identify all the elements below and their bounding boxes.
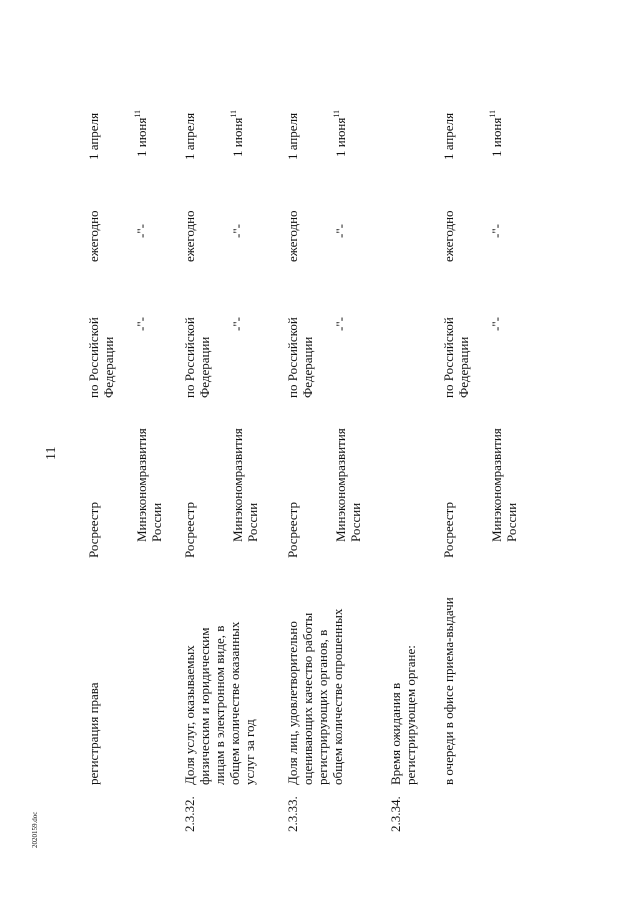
row-2-3-32-level-2: -"- (230, 317, 245, 331)
row-2-3-32-responsible-1: Росреестр (182, 502, 197, 558)
row-2-3-32-frequency-1: ежегодно (182, 210, 197, 262)
row-2-3-32-deadline-2: 1 июня$^{11}$ (229, 109, 245, 157)
row-2-3-32-name-5: услуг за год (242, 719, 257, 785)
row-2-3-33-level-2: -"- (333, 317, 348, 331)
continued-row-deadline-2: 1 июня$^{11}$ (133, 109, 149, 157)
row-2-3-33-name-1: Доля лиц, удовлетворительно (285, 621, 300, 785)
row-2-3-33-name-3: регистрирующих органов, в (315, 629, 330, 785)
row-2-3-34-name-1: Время ожидания в (388, 682, 403, 785)
row-2-3-32-name-4: общем количестве оказанных (227, 621, 242, 785)
footnote-ref: 11 (488, 109, 497, 118)
continued-row-responsible-1: Росреестр (86, 502, 101, 558)
row-2-3-33-frequency-1: ежегодно (285, 210, 300, 262)
row-2-3-34-responsible-1: Росреестр (441, 502, 456, 558)
row-2-3-34-number: 2.3.34. (388, 796, 403, 832)
row-2-3-34-frequency-1: ежегодно (441, 210, 456, 262)
row-2-3-32-number: 2.3.32. (182, 796, 197, 832)
row-2-3-33-name-2: оценивающих качество работы (300, 612, 315, 785)
row-2-3-34-sub-name: в очереди в офисе приема-выдачи (441, 597, 456, 785)
row-2-3-32-level-1: по Российской Федерации (182, 317, 212, 398)
row-2-3-32-name-1: Доля услуг, оказываемых (182, 645, 197, 785)
row-2-3-33-responsible-1: Росреестр (285, 502, 300, 558)
row-2-3-32-deadline-1: 1 апреля (182, 112, 197, 160)
row-2-3-32-name-2: физическим и юридическим (197, 627, 212, 785)
row-2-3-33-deadline-1: 1 апреля (285, 112, 300, 160)
footnote-ref: 11 (133, 109, 142, 118)
footer-filename: 2020159.doc (31, 811, 39, 848)
row-2-3-32-name-3: лицам в электронном виде, в (212, 625, 227, 785)
row-2-3-33-responsible-2: Минэкономразвития России (333, 428, 363, 542)
continued-row-responsible-2: Минэкономразвития России (134, 428, 164, 542)
footnote-ref: 11 (229, 109, 238, 118)
row-2-3-34-level-2: -"- (489, 317, 504, 331)
row-2-3-34-name-2: регистрирующем органе: (403, 645, 418, 785)
continued-row-frequency-1: ежегодно (86, 210, 101, 262)
continued-row-name: регистрация права (86, 682, 101, 785)
row-2-3-33-level-1: по Российской Федерации (285, 317, 315, 398)
continued-row-level-1: по Российской Федерации (86, 317, 116, 398)
row-2-3-34-deadline-2: 1 июня$^{11}$ (488, 109, 504, 157)
row-2-3-32-frequency-2: -"- (230, 224, 245, 238)
continued-row-level-2: -"- (134, 317, 149, 331)
row-2-3-34-responsible-2: Минэкономразвития России (489, 428, 519, 542)
page-number: 11 (44, 446, 59, 460)
row-2-3-32-responsible-2: Минэкономразвития России (230, 428, 260, 542)
row-2-3-33-frequency-2: -"- (333, 224, 348, 238)
row-2-3-34-deadline-1: 1 апреля (441, 112, 456, 160)
row-2-3-33-deadline-2: 1 июня$^{11}$ (332, 109, 348, 157)
row-2-3-33-name-4: общем количестве опрошенных (330, 608, 345, 785)
row-2-3-33-number: 2.3.33. (285, 796, 300, 832)
footnote-ref: 11 (332, 109, 341, 118)
continued-row-frequency-2: -"- (134, 224, 149, 238)
row-2-3-34-level-1: по Российской Федерации (441, 317, 471, 398)
row-2-3-34-frequency-2: -"- (489, 224, 504, 238)
continued-row-deadline-1: 1 апреля (86, 112, 101, 160)
